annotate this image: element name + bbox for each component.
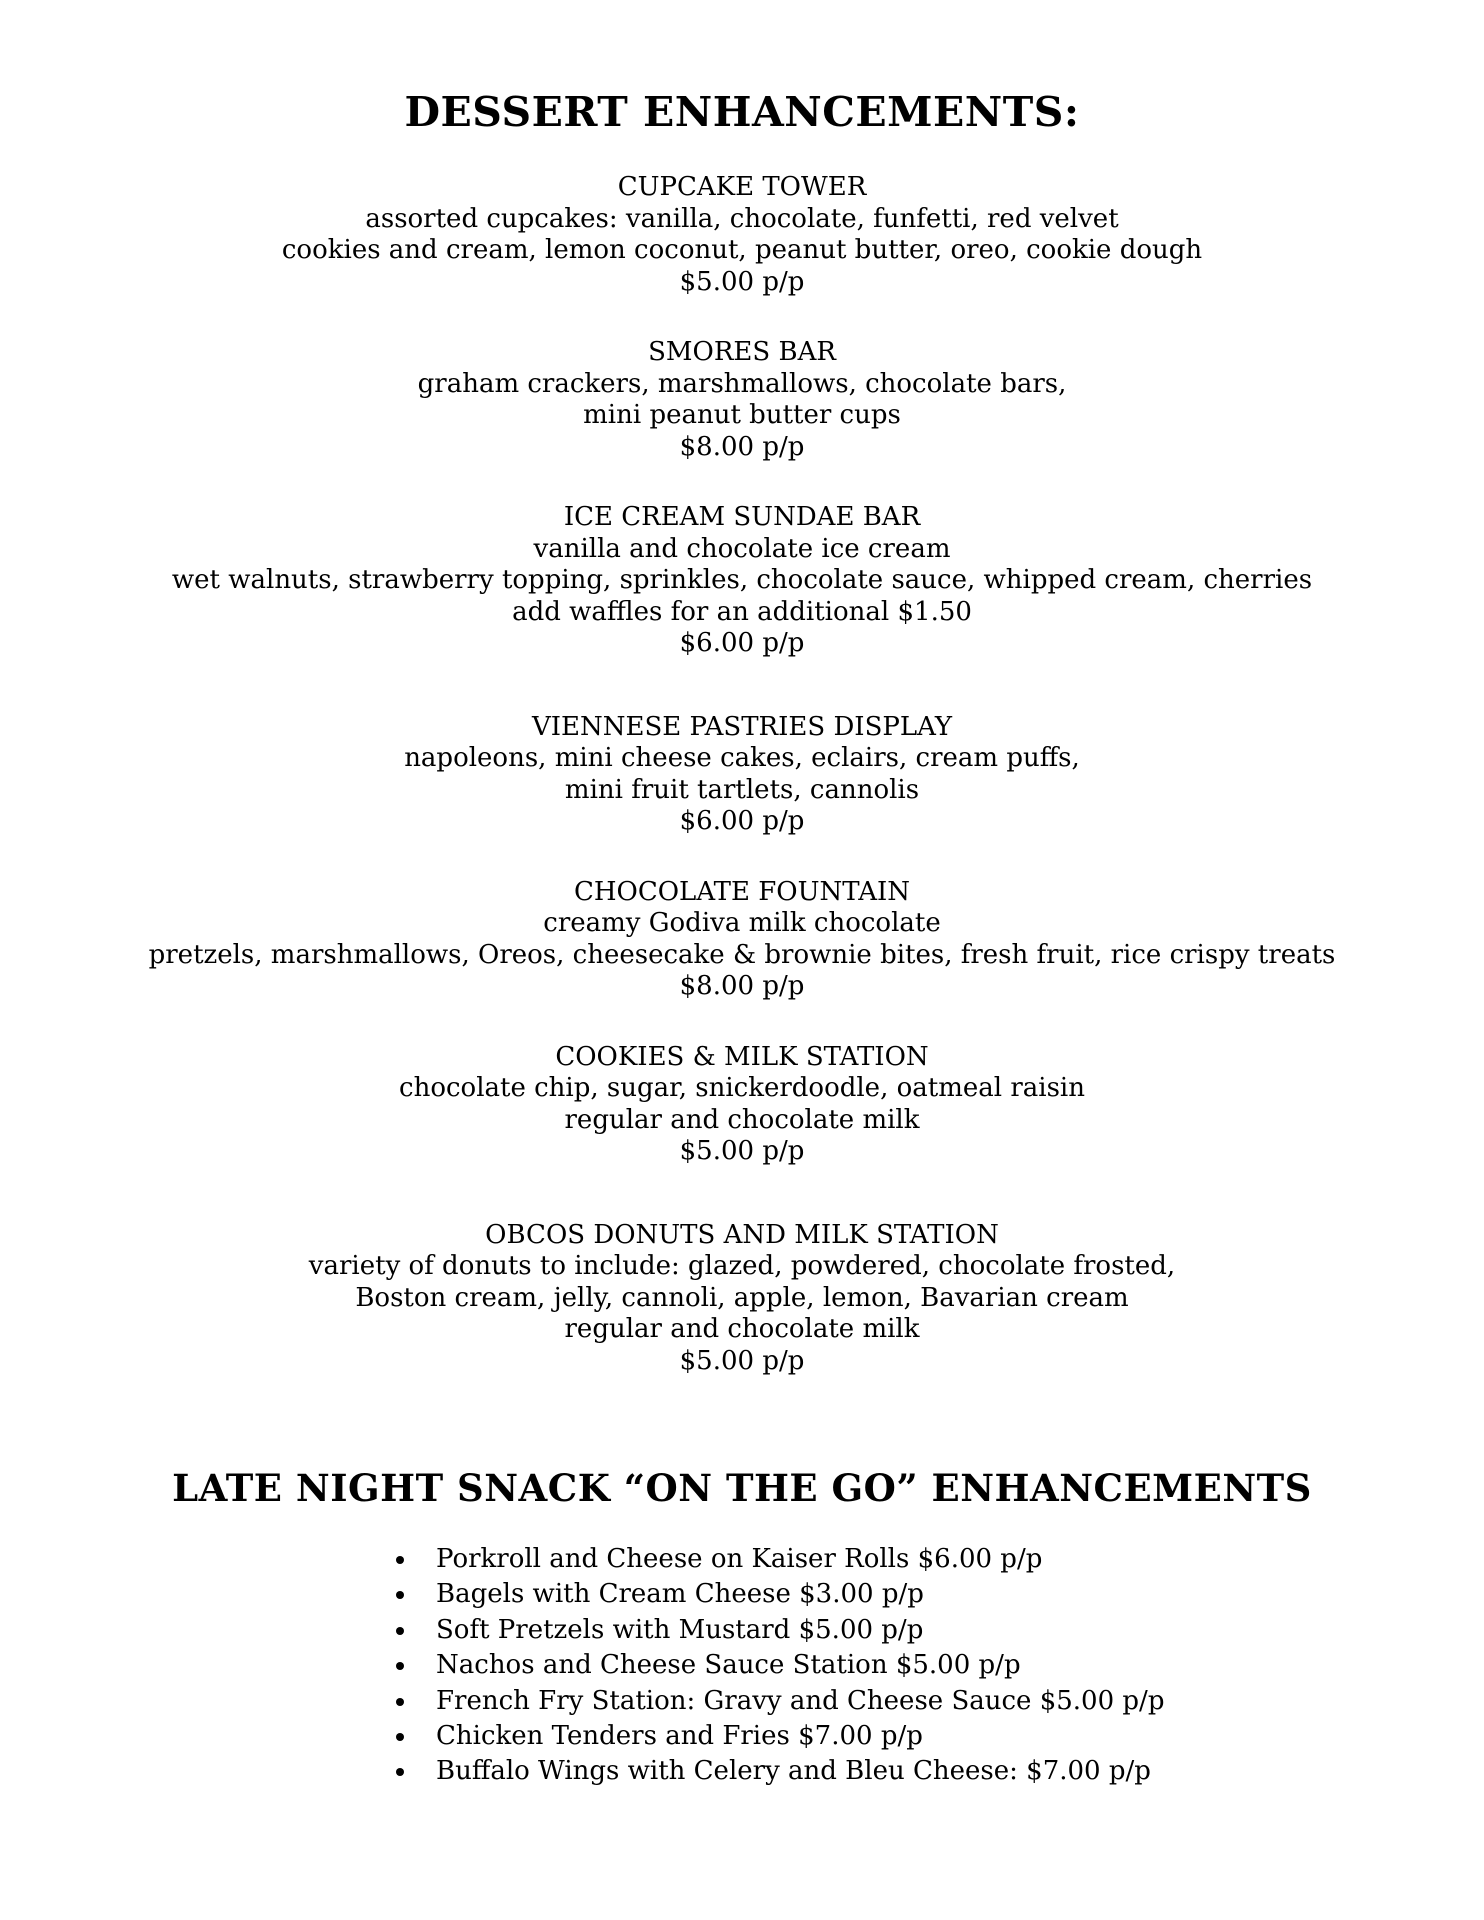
section-description-line: mini fruit tartlets, cannolis xyxy=(564,774,920,805)
late-night-list xyxy=(396,1542,1164,1790)
list-item-text: Porkroll and Cheese on Kaiser Rolls $6.00 p/p xyxy=(436,1544,1043,1574)
list-item-text: Soft Pretzels with Mustard $5.00 p/p xyxy=(436,1614,924,1645)
menu-section xyxy=(0,172,1484,298)
section-description-line: cookies and cream, lemon coconut, peanut butter, oreo, cookie dough xyxy=(281,235,1203,265)
section-price: $8.00 p/p xyxy=(679,971,805,1001)
bullet-icon xyxy=(396,1556,404,1564)
list-item-text: Buffalo Wings with Celery and Bleu Cheese: $7.00 p/p xyxy=(436,1756,1151,1787)
section-title: VIENNESE PASTRIES DISPLAY xyxy=(531,711,953,742)
section-description-line: wet walnuts, strawberry topping, sprinkles, chocolate sauce, whipped cream, cherries xyxy=(171,565,1313,595)
section-title: SMORES BAR xyxy=(648,337,836,367)
section-title: ICE CREAM SUNDAE BAR xyxy=(563,502,921,532)
bullet-icon xyxy=(396,1698,404,1706)
section-description-line: variety of donuts to include: glazed, powdered, chocolate frosted, xyxy=(308,1251,1176,1281)
bullet-icon xyxy=(396,1662,404,1670)
section-description-line: graham crackers, marshmallows, chocolate bars, xyxy=(417,368,1067,399)
section-price: $6.00 p/p xyxy=(679,628,805,658)
bullet-icon xyxy=(396,1768,404,1776)
section-description-line: add waffles for an additional $1.50 xyxy=(512,596,972,627)
section-description-line: assorted cupcakes: vanilla, chocolate, funfetti, red velvet xyxy=(365,203,1119,234)
list-item xyxy=(396,1684,1164,1719)
section-description-line: vanilla and chocolate ice cream xyxy=(533,533,951,564)
menu-section xyxy=(0,337,1484,463)
list-item xyxy=(396,1719,1164,1754)
bullet-icon xyxy=(396,1627,404,1635)
bullet-icon xyxy=(396,1591,404,1599)
section-description-line: regular and chocolate milk xyxy=(564,1104,920,1135)
section-title: OBCOS DONUTS AND MILK STATION xyxy=(485,1219,999,1250)
section-price: $5.00 p/p xyxy=(679,1345,805,1376)
section-price: $5.00 p/p xyxy=(679,266,805,297)
menu-section xyxy=(0,877,1484,1003)
section-description-line: Boston cream, jelly, cannoli, apple, lemon, Bavarian cream xyxy=(355,1282,1129,1313)
list-item xyxy=(396,1648,1164,1683)
menu-section xyxy=(0,712,1484,838)
late-night-heading: LATE NIGHT SNACK “ON THE GO” ENHANCEMENTS xyxy=(172,1466,1312,1510)
dessert-enhancements-heading: DESSERT ENHANCEMENTS: xyxy=(404,88,1080,136)
list-item xyxy=(396,1577,1164,1612)
section-title: CHOCOLATE FOUNTAIN xyxy=(573,876,911,907)
list-item xyxy=(396,1613,1164,1648)
list-item-text: Nachos and Cheese Sauce Station $5.00 p/p xyxy=(436,1650,1021,1681)
section-price: $6.00 p/p xyxy=(679,806,805,836)
menu-section xyxy=(0,1220,1484,1378)
section-description-line: napoleons, mini cheese cakes, eclairs, cream puffs, xyxy=(404,743,1080,773)
section-description-line: regular and chocolate milk xyxy=(564,1314,920,1344)
list-item-text: Chicken Tenders and Fries $7.00 p/p xyxy=(436,1721,923,1752)
list-item-text: Bagels with Cream Cheese $3.00 p/p xyxy=(436,1579,924,1610)
section-description-line: mini peanut butter cups xyxy=(583,400,901,430)
dessert-sections xyxy=(0,172,1484,1377)
menu-section xyxy=(0,502,1484,660)
bullet-icon xyxy=(396,1733,404,1741)
section-description-line: chocolate chip, sugar, snickerdoodle, oatmeal raisin xyxy=(399,1073,1085,1103)
section-description-line: pretzels, marshmallows, Oreos, cheesecake & brownie bites, fresh fruit, rice crispy treats xyxy=(148,939,1336,970)
list-item-text: French Fry Station: Gravy and Cheese Sauce $5.00 p/p xyxy=(436,1685,1165,1716)
list-item xyxy=(396,1754,1164,1789)
section-title: CUPCAKE TOWER xyxy=(617,172,867,202)
menu-section xyxy=(0,1042,1484,1168)
section-title: COOKIES & MILK STATION xyxy=(555,1041,929,1072)
section-price: $8.00 p/p xyxy=(679,431,805,462)
section-description-line: creamy Godiva milk chocolate xyxy=(543,908,941,938)
list-item xyxy=(396,1542,1164,1577)
section-price: $5.00 p/p xyxy=(679,1136,805,1166)
